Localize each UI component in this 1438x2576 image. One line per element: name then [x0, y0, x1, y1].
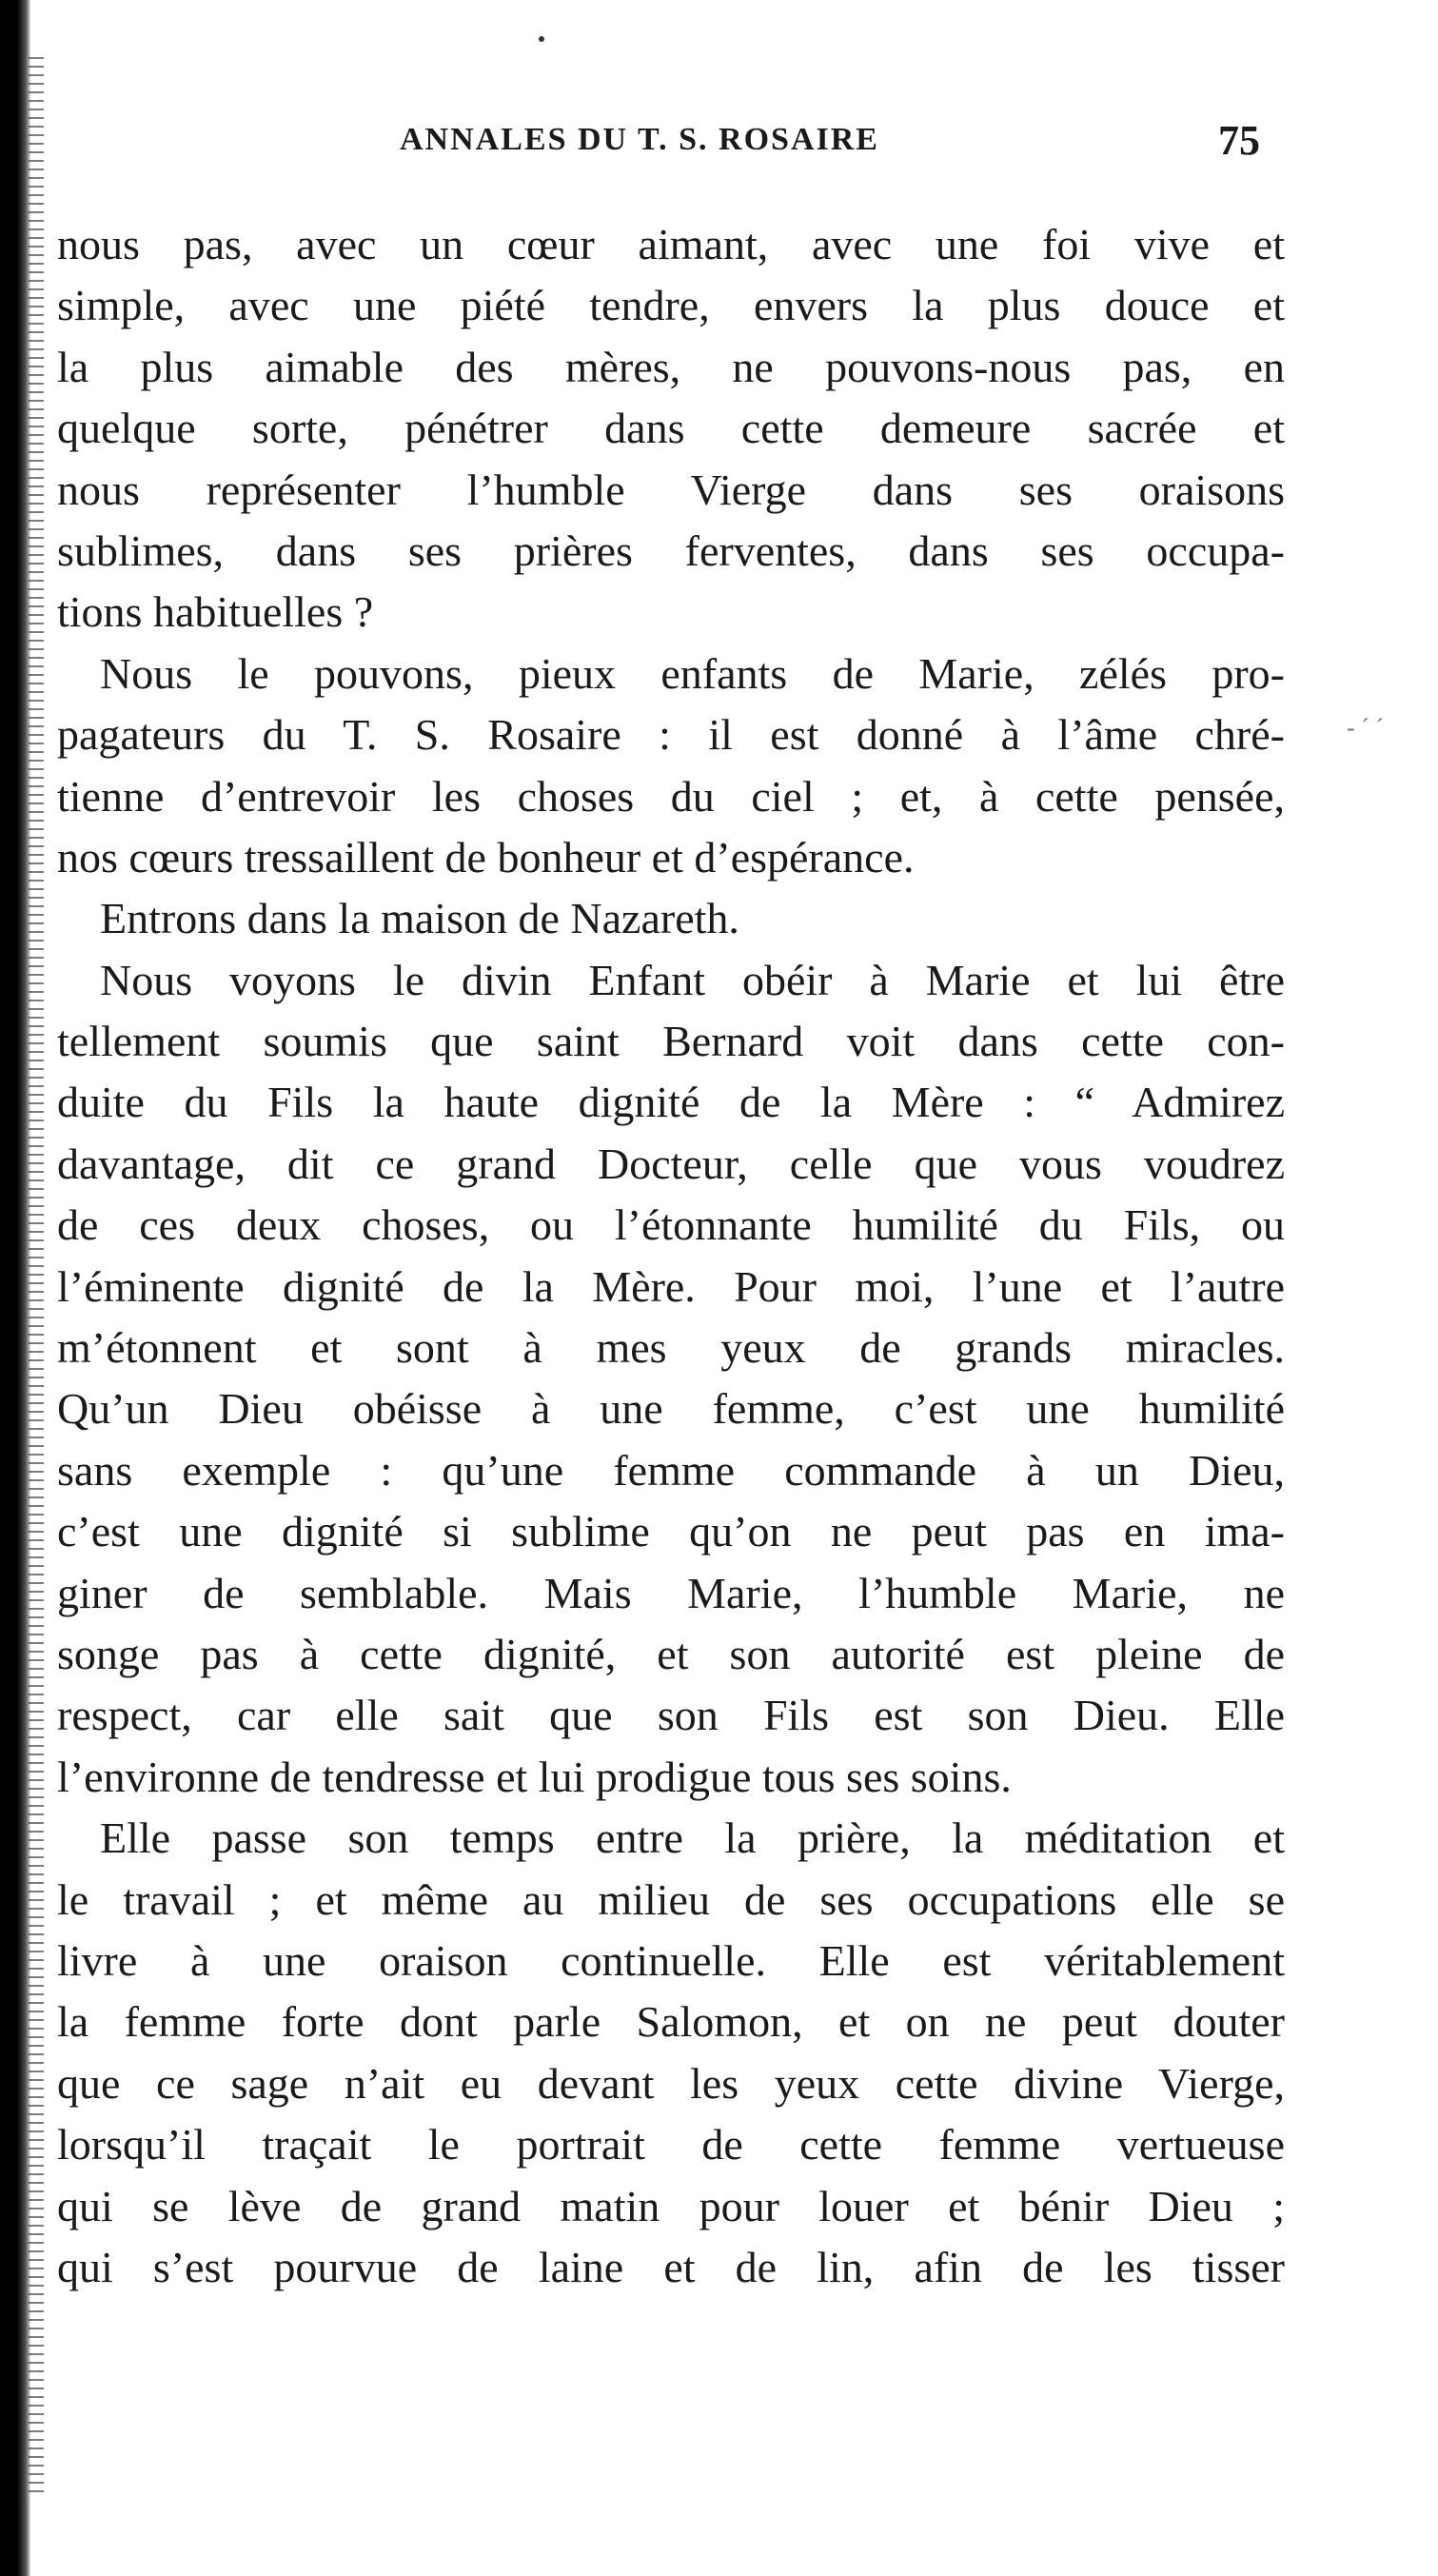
- text-line: l’environne de tendresse et lui prodigue tous ses soins.: [57, 1752, 1012, 1801]
- page-number: 75: [1218, 117, 1260, 164]
- text-line: songe pas à cette dignité, et son autorité est pleine de: [57, 1629, 1285, 1678]
- text-line: la plus aimable des mères, ne pouvons-nous pas, en: [57, 342, 1285, 391]
- text-line: que ce sage n’ait eu devant les yeux cette divine Vierge,: [57, 2058, 1285, 2108]
- text-line: de ces deux choses, ou l’étonnante humilité du Fils, ou: [57, 1200, 1285, 1250]
- body-text: [57, 214, 1285, 2298]
- text-line: tions habituelles ?: [57, 587, 374, 637]
- text-line: livre à une oraison continuelle. Elle est véritablement: [57, 1935, 1285, 1985]
- text-line: Nous le pouvons, pieux enfants de Marie, zélés pro-: [100, 648, 1285, 698]
- text-line: Elle passe son temps entre la prière, la méditation et: [100, 1813, 1285, 1863]
- page-binding-edge: [0, 0, 30, 2576]
- text-line: la femme forte dont parle Salomon, et on ne peut douter: [57, 1997, 1285, 2047]
- text-line: Qu’un Dieu obéisse à une femme, c’est une humilité: [57, 1384, 1285, 1434]
- text-line: sans exemple : qu’une femme commande à un Dieu,: [57, 1445, 1285, 1495]
- text-line: tienne d’entrevoir les choses du ciel ; et, à cette pensée,: [57, 771, 1285, 821]
- text-line: qui s’est pourvue de laine et de lin, afin de les tisser: [57, 2242, 1285, 2291]
- text-line: nous représenter l’humble Vierge dans ses oraisons: [57, 465, 1285, 514]
- text-line: l’éminente dignité de la Mère. Pour moi, l’une et l’autre: [57, 1261, 1285, 1311]
- text-line: duite du Fils la haute dignité de la Mère : “ Admirez: [57, 1078, 1285, 1127]
- text-line: sublimes, dans ses prières ferventes, dans ses occupa-: [57, 525, 1285, 575]
- text-line: le travail ; et même au milieu de ses occupations elle se: [57, 1874, 1285, 1924]
- binding-texture: [29, 57, 44, 2494]
- text-line: Nous voyons le divin Enfant obéir à Marie et lui être: [100, 955, 1285, 1004]
- text-line: tellement soumis que saint Bernard voit dans cette con-: [57, 1017, 1285, 1066]
- text-line: lorsqu’il traçait le portrait de cette femme vertueuse: [57, 2120, 1285, 2170]
- text-line: simple, avec une piété tendre, envers la plus douce et: [57, 281, 1285, 330]
- text-line: respect, car elle sait que son Fils est son Dieu. Elle: [57, 1691, 1285, 1740]
- text-line: m’étonnent et sont à mes yeux de grands miracles.: [57, 1323, 1285, 1373]
- text-line: nos cœurs tressaillent de bonheur et d’espérance.: [57, 832, 915, 882]
- ink-speck: [539, 36, 544, 42]
- text-line: c’est une dignité si sublime qu’on ne peut pas en ima-: [57, 1507, 1285, 1556]
- text-line: quelque sorte, pénétrer dans cette demeure sacrée et: [57, 404, 1285, 453]
- text-line: pagateurs du T. S. Rosaire : il est donné à l’âme chré-: [57, 710, 1285, 760]
- text-line: giner de semblable. Mais Marie, l’humble Marie, ne: [57, 1568, 1285, 1617]
- running-head: ANNALES DU T. S. ROSAIRE: [400, 122, 879, 157]
- text-line: nous pas, avec un cœur aimant, avec une foi vive et: [57, 220, 1285, 268]
- margin-mark: - ˊ ˊ: [1347, 714, 1384, 742]
- text-line: davantage, dit ce grand Docteur, celle que vous voudrez: [57, 1139, 1285, 1188]
- text-line: Entrons dans la maison de Nazareth.: [100, 894, 739, 943]
- text-line: qui se lève de grand matin pour louer et bénir Dieu ;: [57, 2181, 1285, 2230]
